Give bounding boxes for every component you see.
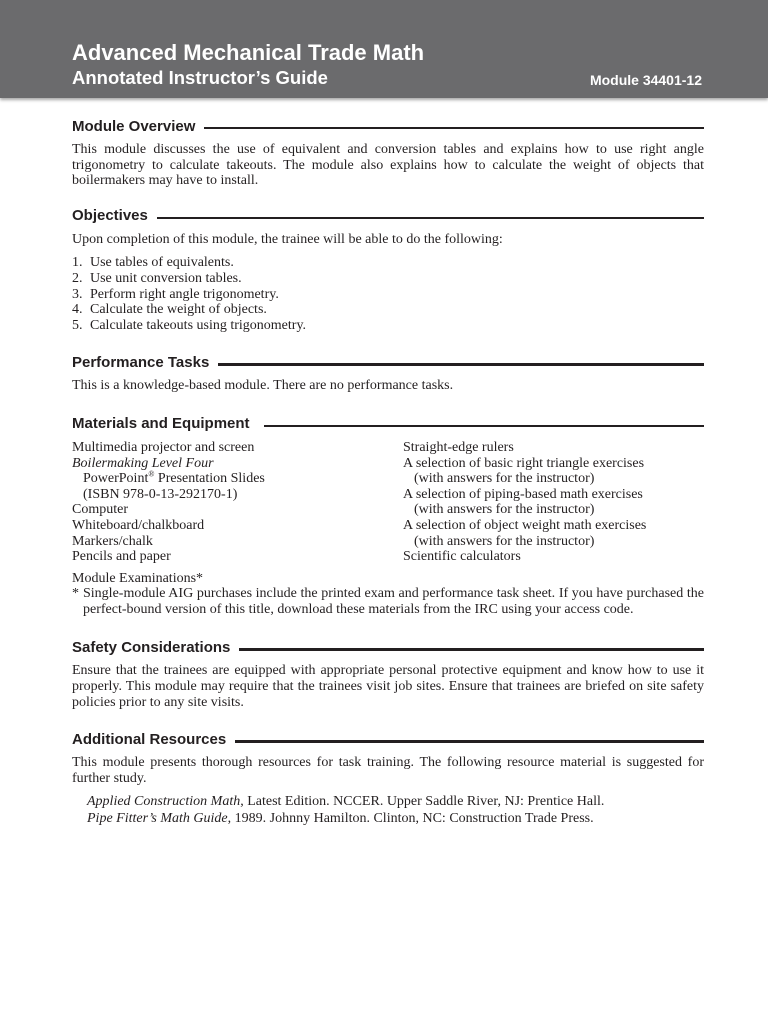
list-item: A selection of piping-based math exercises <box>403 486 643 502</box>
list-item: A selection of object weight math exercises <box>403 517 647 533</box>
module-number: Module 34401-12 <box>589 72 702 88</box>
document-title: Advanced Mechanical Trade Math <box>72 40 425 65</box>
section-safety <box>72 637 704 710</box>
heading-rule <box>235 740 704 743</box>
page-content <box>72 116 704 827</box>
heading-rule <box>157 217 704 220</box>
section-module-overview <box>72 116 704 189</box>
reference-item <box>72 810 704 827</box>
module-examinations: Module Examinations* <box>72 570 204 586</box>
objectives-list <box>72 255 704 333</box>
section-performance-tasks <box>72 352 704 394</box>
list-item: Computer <box>72 502 128 518</box>
materials-right-column <box>403 440 646 565</box>
footnote-marker: * <box>72 586 79 602</box>
resources-text: This module presents thorough resources for task training. The following resource material is suggested for further study. <box>72 755 704 786</box>
overview-text: This module discusses the use of equivalent and conversion tables and explains how to use right angle trigonometry to calculate takeouts. The module also explains how to calculate the weight of objects that boilermakers may have to install. <box>72 142 704 189</box>
section-title: Materials and Equipment <box>72 415 250 433</box>
list-item: Straight-edge rulers <box>403 439 514 455</box>
list-item: A selection of basic right triangle exercises <box>403 455 645 471</box>
materials-left-column <box>72 440 403 565</box>
list-item: Markers/chalk <box>72 533 153 549</box>
list-item: (with answers for the instructor) <box>414 471 595 487</box>
safety-text: Ensure that the trainees are equipped with appropriate personal protective equipment and know how to use it properly. This module may require that the trainees visit job sites. Ensure that trainees are briefed on site safety policies prior to any site visits. <box>72 663 704 710</box>
section-title: Safety Considerations <box>72 638 231 656</box>
section-title: Objectives <box>72 207 148 225</box>
section-heading <box>72 637 704 657</box>
heading-rule <box>264 425 704 428</box>
objectives-intro: Upon completion of this module, the trainee will be able to do the following: <box>72 231 503 247</box>
list-item: 1. Use tables of equivalents. <box>72 255 234 271</box>
list-item: PowerPoint® Presentation Slides <box>83 469 265 487</box>
reference-title: Applied Construction Math <box>87 794 241 810</box>
document-subtitle: Annotated Instructor’s Guide <box>72 67 328 88</box>
list-item: Whiteboard/chalkboard <box>72 517 205 533</box>
section-heading <box>72 206 704 226</box>
list-item: Pencils and paper <box>72 549 171 565</box>
list-item: (with answers for the instructor) <box>414 502 595 518</box>
section-heading <box>72 352 704 372</box>
footnote-text: Single-module AIG purchases include the printed exam and performance task sheet. If you have purchased the perfect-bound version of this title, download these materials from the IRC using your access code. <box>83 586 704 617</box>
heading-rule <box>218 363 704 366</box>
footnote <box>72 586 704 617</box>
section-materials <box>72 414 704 618</box>
list-item: Scientific calculators <box>403 549 521 565</box>
page-header <box>0 0 768 98</box>
list-item: (with answers for the instructor) <box>414 533 595 549</box>
materials-columns <box>72 440 704 565</box>
list-item: 5. Calculate takeouts using trigonometry. <box>72 317 307 333</box>
reference-item <box>72 793 704 810</box>
reference-title: Pipe Fitter’s Math Guide <box>87 811 228 827</box>
list-item: (ISBN 978-0-13-292170-1) <box>83 486 238 502</box>
section-additional-resources <box>72 729 704 827</box>
list-item: 3. Perform right angle trigonometry. <box>72 286 279 302</box>
list-item: 4. Calculate the weight of objects. <box>72 302 267 318</box>
list-item: Boilermaking Level Four <box>72 455 214 471</box>
section-title: Performance Tasks <box>72 353 210 371</box>
reference-details: , Latest Edition. NCCER. Upper Saddle River, NJ: Prentice Hall. <box>240 794 605 810</box>
list-item: 2. Use unit conversion tables. <box>72 270 242 286</box>
list-item: Multimedia projector and screen <box>72 439 255 455</box>
section-title: Module Overview <box>72 117 196 135</box>
heading-rule <box>204 127 704 130</box>
heading-rule <box>239 648 704 651</box>
section-heading <box>72 414 704 434</box>
reference-details: , 1989. Johnny Hamilton. Clinton, NC: Construction Trade Press. <box>227 811 594 827</box>
section-heading <box>72 116 704 136</box>
section-title: Additional Resources <box>72 730 227 748</box>
section-heading <box>72 729 704 749</box>
performance-text: This is a knowledge-based module. There are no performance tasks. <box>72 378 454 394</box>
section-objectives <box>72 206 704 334</box>
